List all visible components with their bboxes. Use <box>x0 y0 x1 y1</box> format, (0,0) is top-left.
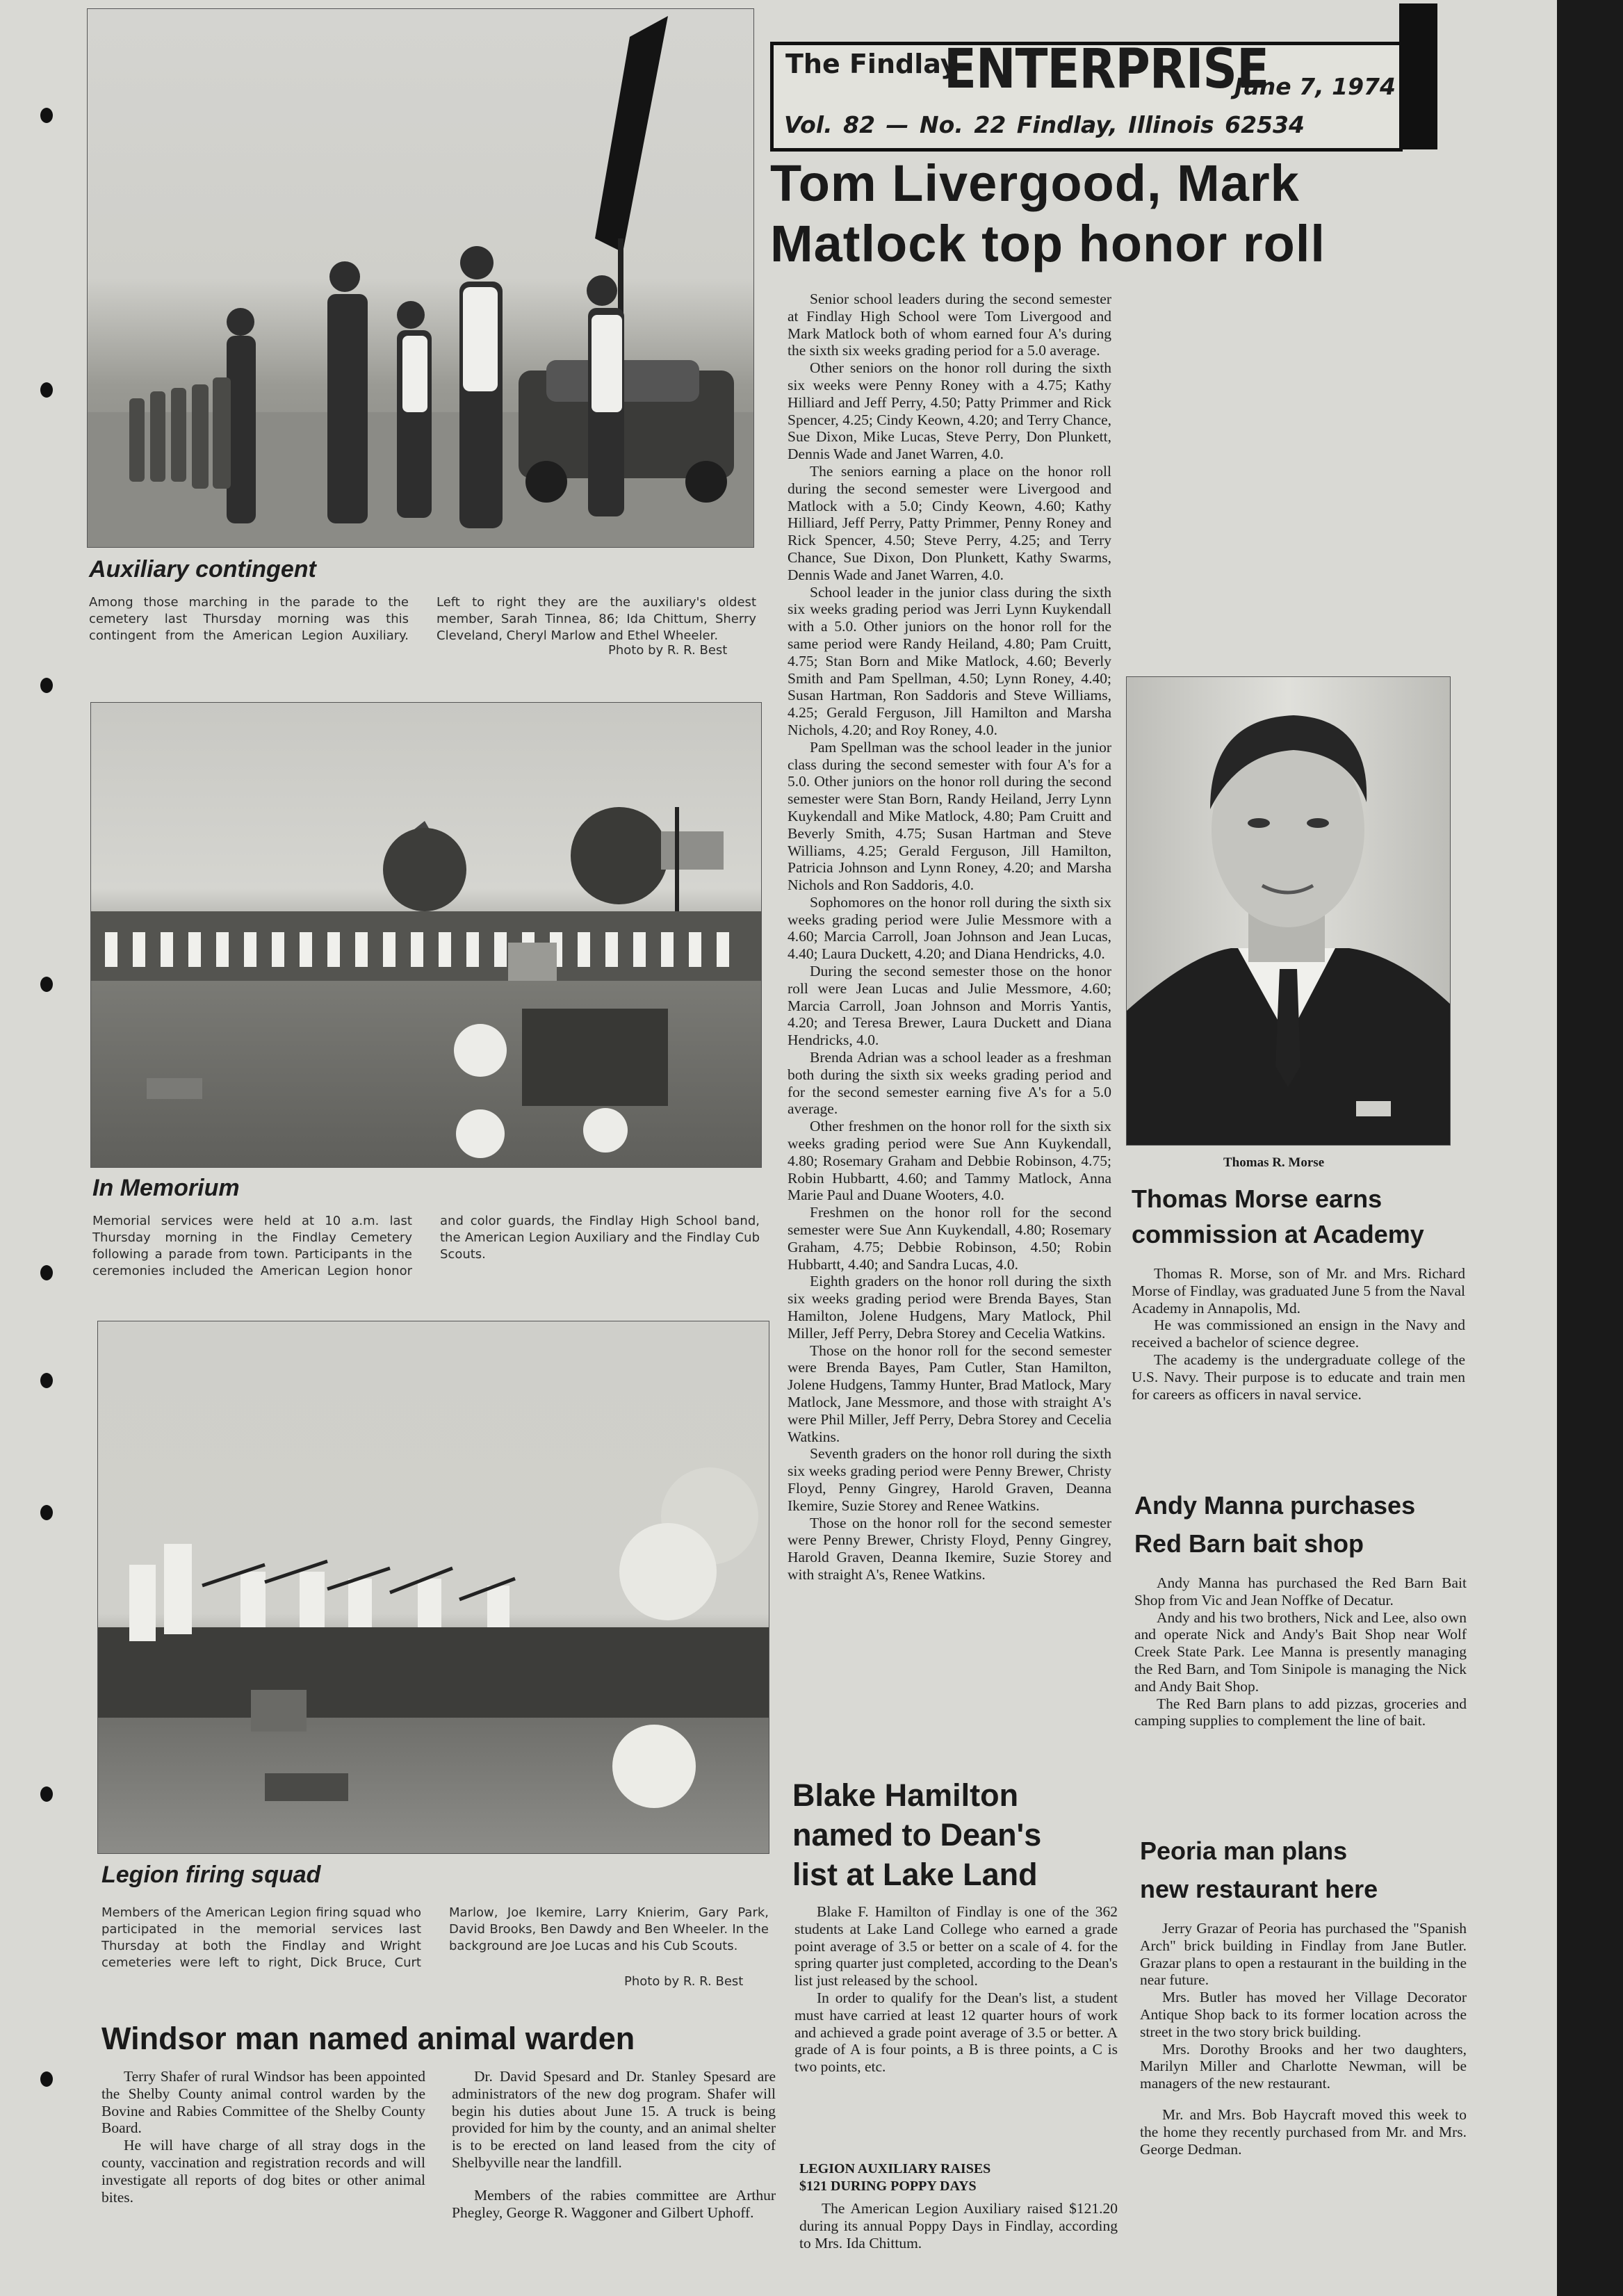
headline-line1: Tom Livergood, Mark <box>770 154 1300 212</box>
portrait-caption: Thomas R. Morse <box>1223 1155 1325 1170</box>
morse-paragraph: Thomas R. Morse, son of Mr. and Mrs. Richard Morse of Findlay, was graduated June 5 from the Naval Academy in Annapolis, Md. <box>1132 1265 1465 1317</box>
photo2-caption: Memorial services were held at 10 a.m. last Thursday morning in the Findlay Cemetery following a parade from town. Participants in the ceremonies included the American Legion honor and color guards, the Findlay High School band, the American Legion Auxiliary and the Findlay Cub Scouts. <box>92 1214 760 1278</box>
peoria-paragraph: Mr. and Mrs. Bob Haycraft moved this week to the home they recently purchased from Mr. and Mrs. George Dedman. <box>1140 2106 1467 2158</box>
peoria-body <box>1140 1920 1467 2158</box>
manna-heading-line1: Andy Manna purchases <box>1134 1491 1416 1520</box>
peoria-paragraph: Mrs. Dorothy Brooks and her two daughters, Marilyn Miller and Charlotte Newman, will be managers of the new restaurant. <box>1140 2040 1467 2092</box>
windsor-paragraph: Members of the rabies committee are Arthur Phegley, George R. Waggoner and Gilbert Uphoff. <box>452 2186 776 2221</box>
punch-hole <box>40 2071 53 2087</box>
auxiliary-raises-paragraph: The American Legion Auxiliary raised $121.20 during its annual Poppy Days in Findlay, according to Mrs. Ida Chittum. <box>799 2200 1118 2252</box>
morse-paragraph: The academy is the undergraduate college of the U.S. Navy. Their purpose is to educate and train men for careers as officers in naval service. <box>1132 1351 1465 1403</box>
morse-body <box>1132 1265 1465 1403</box>
honor-roll-paragraph: Other freshmen on the honor roll for the sixth six weeks grading period were Sue Ann Kuykendall, 4.80; Rosemary Graham and Debbie Robinson, 4.75; Robin Hubbartt, 4.60; and Tammy Matlock, Anna Marie Paul and Duane Wooters, 4.0. <box>788 1118 1111 1204</box>
honor-roll-paragraph: Sophomores on the honor roll during the sixth six weeks grading period were Julie Messmore with a 4.60; Marcia Carroll, Joan Johnson and Jean Lucas, 4.40; Laura Duckett, 4.20; and Diana Hendricks, 4.0. <box>788 893 1111 963</box>
masthead-volume-line: Vol. 82 — No. 22 Findlay, Illinois 62534 <box>784 111 1305 138</box>
hamilton-paragraph: Blake F. Hamilton of Findlay is one of the 362 students at Lake Land College who earned a grade point average of 3.5 or better on a scale of 4. for the spring quarter just completed, according to the Dean's list just released by the school. <box>794 1903 1118 1989</box>
honor-roll-paragraph: The seniors earning a place on the honor roll during the second semester were Livergood and Matlock with a 5.0; Cindy Keown, 4.60; Kathy Hilliard, Jeff Perry, Patty Primmer, Penny Roney and Rick Spencer, 4.50; Steve Perry, 4.25; and Terry Chance, Sue Dixon, Don Plunkett, Kathy Swarms, Dennis Wade and Janet Warren, 4.0. <box>788 462 1111 583</box>
honor-roll-paragraph: During the second semester those on the honor roll were Jean Lucas and Julie Messmore, 4.60; Marcia Carroll, Joan Johnson and Morris Yantis, 4.20; and Teresa Brewer, Laura Duckett and Diana Hendricks, 4.0. <box>788 963 1111 1049</box>
manna-paragraph: The Red Barn plans to add pizzas, groceries and camping supplies to complement the line of bait. <box>1134 1695 1467 1729</box>
photo2-heading: In Memorium <box>92 1175 240 1201</box>
peoria-paragraph: Mrs. Butler has moved her Village Decorator Antique Shop back to its former location across the street in the two story brick building. <box>1140 1989 1467 2040</box>
photo-auxiliary-parade <box>87 8 754 548</box>
punch-hole <box>40 1786 53 1802</box>
honor-roll-paragraph: Seventh graders on the honor roll during the sixth six weeks grading period were Penny Brewer, Christy Floyd, Penny Gingrey, Harold Graven, Deanna Ikemire, Suzie Storey and Renee Watkins. <box>788 1445 1111 1514</box>
morse-paragraph: He was commissioned an ensign in the Navy and received a bachelor of science degree. <box>1132 1317 1465 1351</box>
honor-roll-paragraph: Senior school leaders during the second semester at Findlay High School were Tom Livergood and Mark Matlock both of whom earned four A's during the sixth six weeks grading period for a 5.0 average. <box>788 291 1111 359</box>
photo1-credit: Photo by R. R. Best <box>608 643 728 658</box>
honor-roll-paragraph: Those on the honor roll for the second semester were Brenda Bayes, Pam Cutler, Stan Hamilton, Jolene Hudgens, Tammy Hunter, Brad Matlock, Mary Matlock, Jane Messmore, and those with straight A's were Phil Miller, Jeff Perry, Debra Storey and Cecelia Watkins. <box>788 1342 1111 1445</box>
morse-heading-line2: commission at Academy <box>1132 1220 1424 1248</box>
masthead-name: ENTERPRISE <box>944 38 1269 101</box>
punch-hole <box>40 108 53 123</box>
manna-body <box>1134 1574 1467 1729</box>
honor-roll-paragraph: Pam Spellman was the school leader in the junior class during the second semester with four A's for a 5.0. Other juniors on the honor roll during the second semester were Stan Born, Randy Heiland, Jerry Lynn Kuykendall and Mike Matlock, 4.80; Pam Cruitt and Beverly Smith, 4.75; Susan Hartman and Steve Williams, 4.25; Gerald Ferguson, Jill Hamilton, Patricia Johnson and Lynn Roney, 4.20; and Marsha Nichols and Ron Saddoris, 4.0. <box>788 738 1111 894</box>
manna-paragraph: Andy and his two brothers, Nick and Lee, also own and operate Nick and Andy's Bait Shop near Wolf Creek State Park. Lee Manna is presently managing the Red Barn, and Tom Sinipole is managing the Nick and Andy Bait Shop. <box>1134 1609 1467 1695</box>
punch-hole <box>40 977 53 992</box>
auxiliary-raises-heading-line2: $121 DURING POPPY DAYS <box>799 2179 977 2194</box>
masthead <box>770 3 1437 143</box>
peoria-paragraph: Jerry Grazar of Peoria has purchased the "Spanish Arch" brick building in Findlay from Jane Butler. Grazar plans to open a restaurant in the building in the near future. <box>1140 1920 1467 1989</box>
honor-roll-paragraph: Eighth graders on the honor roll during the sixth six weeks grading period were Brenda Bayes, Stan Hamilton, Jolene Hudgens, Mary Matlock, Phil Miller, Jeff Perry, Debra Storey and Cecelia Watkins. <box>788 1273 1111 1342</box>
windsor-body <box>101 2068 776 2277</box>
auxiliary-raises-body <box>799 2200 1118 2252</box>
hamilton-paragraph: In order to qualify for the Dean's list, a student must have carried at least 12 quarter hours of work and achieved a grade point average of 3.5 or better. A grade of A is four points, a B is three points, a C is two points, etc. <box>794 1989 1118 2076</box>
punch-hole <box>40 1505 53 1520</box>
manna-heading-line2: Red Barn bait shop <box>1134 1529 1364 1558</box>
portrait-thomas-morse <box>1126 676 1451 1146</box>
windsor-paragraph: He will have charge of all stray dogs in the county, vaccination and registration records and will investigate all reports of dog bites or other animal bites. <box>101 2137 425 2206</box>
peoria-heading-line1: Peoria man plans <box>1140 1837 1348 1865</box>
punch-hole <box>40 382 53 398</box>
windsor-heading: Windsor man named animal warden <box>101 2021 635 2056</box>
honor-roll-paragraph: School leader in the junior class during the sixth six weeks grading period was Jerri Lynn Kuykendall with a 5.0. Other juniors on the honor roll for the same period were Randy Heiland, 4.80; Pam Cruitt, 4.75; Stan Born and Mike Matlock, 4.60; Beverly Smith and Pam Spellman, 4.50; Lynn Roney, 4.40; Susan Hartman, Ron Saddoris and Steve Williams, 4.25; Gerald Ferguson, Jill Hamilton and Marsha Nichols, 4.20; and Roy Roney, 4.0. <box>788 583 1111 738</box>
punch-hole <box>40 678 53 693</box>
masthead-date: June 7, 1974 <box>1234 73 1396 100</box>
hamilton-heading-line3: list at Lake Land <box>792 1857 1038 1892</box>
photo1-caption: Among those marching in the parade to the cemetery last Thursday morning was this contingent from the American Legion Auxiliary. Left to right they are the auxiliary's oldest member, Sarah Tinnea, 86; Ida Chittum, Sherry Cleveland, Cheryl Marlow and Ethel Wheeler. <box>89 595 756 643</box>
photo1-heading: Auxiliary contingent <box>89 556 316 583</box>
photo-legion-firing-squad <box>97 1321 769 1854</box>
masthead-small-title: The Findlay <box>785 49 958 79</box>
manna-paragraph: Andy Manna has purchased the Red Barn Bait Shop from Vic and Jean Noffke of Decatur. <box>1134 1574 1467 1609</box>
peoria-heading-line2: new restaurant here <box>1140 1875 1378 1903</box>
photo3-heading: Legion firing squad <box>101 1862 321 1888</box>
punch-hole <box>40 1373 53 1388</box>
headline-line2: Matlock top honor roll <box>770 215 1326 272</box>
photo3-caption: Members of the American Legion firing squad who participated in the memorial services last Thursday at both the Findlay and Wright cemeteries were left to right, Dick Bruce, Curt Marlow, Joe Ikemire, Larry Knierim, Gary Park, David Brooks, Ben Dawdy and Ben Wheeler. In the background are Joe Lucas and his Cub Scouts. <box>101 1905 769 1970</box>
honor-roll-paragraph: Freshmen on the honor roll for the second semester were Sue Ann Kuykendall, 4.80; Rosemary Graham, 4.75; Debbie Robinson, 4.50; Robin Hubbartt, 4.40; and Sandra Lucas, 4.0. <box>788 1204 1111 1273</box>
photo3-credit: Photo by R. R. Best <box>624 1974 744 1989</box>
morse-heading-line1: Thomas Morse earns <box>1132 1184 1383 1213</box>
honor-roll-paragraph: Those on the honor roll for the second semester were Penny Brewer, Christy Floyd, Penny Gingrey, Harold Graven, Deanna Ikemire, Suzie Storey and with straight A's, Renee Watkins. <box>788 1514 1111 1583</box>
windsor-paragraph: Dr. David Spesard and Dr. Stanley Spesard are administrators of the new dog program. Shafer will begin his duties about June 15. A truck is being provided for him by the county, and an animal shelter is to be erected on land leased from the city of Shelbyville near the landfill. <box>452 2068 776 2171</box>
hamilton-heading-line1: Blake Hamilton <box>792 1777 1019 1813</box>
hamilton-heading-line2: named to Dean's <box>792 1817 1042 1853</box>
auxiliary-raises-heading-line1: LEGION AUXILIARY RAISES <box>799 2161 991 2176</box>
windsor-paragraph: Terry Shafer of rural Windsor has been appointed the Shelby County animal control warden by the Bovine and Rabies Committee of the Shelby County Board. <box>101 2068 425 2137</box>
honor-roll-paragraph: Brenda Adrian was a school leader as a freshman both during the sixth six weeks grading period and for the second semester earning five A's for a 5.0 average. <box>788 1049 1111 1118</box>
punch-hole <box>40 1265 53 1280</box>
hamilton-body <box>794 1903 1118 2076</box>
photo-memorial-service <box>90 702 762 1168</box>
honor-roll-paragraph: Other seniors on the honor roll during the sixth six weeks were Penny Roney with a 4.75; Kathy Hilliard and Jeff Perry, 4.50; Patty Primmer and Rick Spencer, 4.25; Cindy Keown, 4.20; and Terry Chance, Sue Dixon, Mike Lucas, Steve Perry, Don Plunkett, Dennis Wade and Janet Warren, 4.0. <box>788 359 1111 463</box>
